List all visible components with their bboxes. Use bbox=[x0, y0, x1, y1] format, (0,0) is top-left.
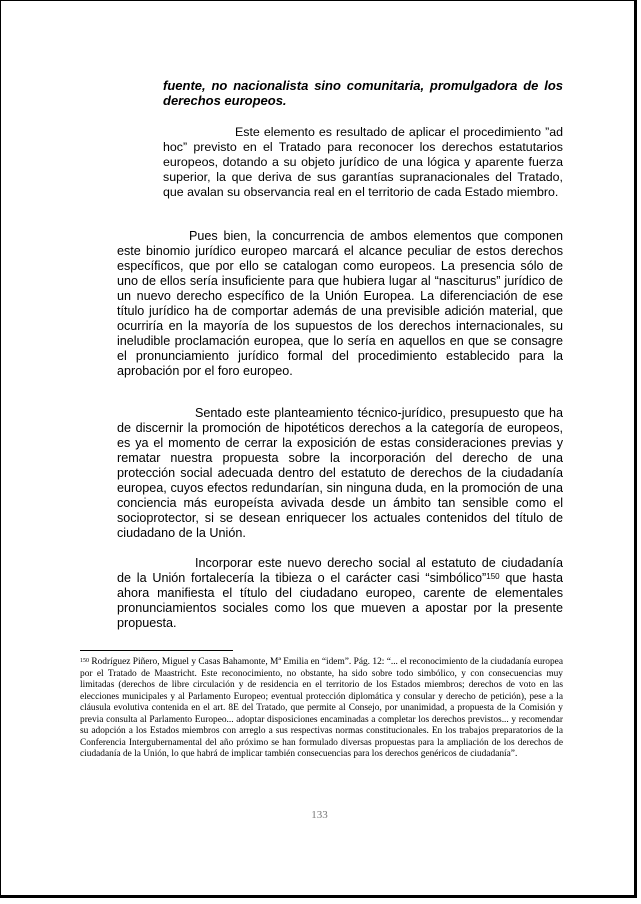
body-paragraph-2: Sentado este planteamiento técnico-jurídico, presupuesto que ha de discernir la promoción de hipotéticos derechos a la categoría de europeos, es ya el momento de cerrar la exposición de estas consideraciones previas y rematar nuestra propuesta sobre la incorporación del derecho de una protección social adecuada dentro del estatuto de derechos de la ciudadanía europea, cuyos efectos redundarían, sin ninguna duda, en la promoción de una conciencia más europeísta avivada desde un ámbito tan sensible como el socioprotector, si se desean enriquecer los actuales contenidos del título de ciudadano de la Unión. bbox=[117, 406, 563, 540]
page-number: 133 bbox=[311, 809, 328, 821]
footnote-separator bbox=[80, 650, 233, 651]
body-paragraph-3 bbox=[117, 556, 563, 631]
paragraph-text-after-note: que hasta ahora manifiesta el título del ciudadano europeo, carente de elementales pronunciamientos sociales como los que mueven a apostar por la presente propuesta. bbox=[117, 571, 563, 630]
footnote-number: 150 bbox=[80, 658, 89, 664]
body-paragraph-1: Pues bien, la concurrencia de ambos elementos que componen este binomio jurídico europeo marcará el alcance peculiar de estos derechos específicos, que por ello se catalogan como europeos. La presencia sólo de uno de ellos sería insuficiente para que hubiera lugar al “nasciturus” jurídico de un nuevo derecho específico de la Unión Europea. La diferenciación de ese título jurídico ha de comportar además de una previsible adición material, que ocurriría en la mayoría de los supuestos de los derechos internacionales, su ineludible proclamación europea, que lo sería en aquellos en que se consagre el pronunciamiento jurídico formal del procedimiento establecido para la aprobación por el foro europeo. bbox=[117, 229, 563, 378]
paragraph-text-before-note: Incorporar este nuevo derecho social al estatuto de ciudadanía de la Unión fortalecería la tibieza o el carácter casi “simbólico” bbox=[117, 556, 563, 585]
footnote bbox=[80, 657, 563, 761]
footnote-reference[interactable]: 150 bbox=[486, 572, 500, 581]
lead-text: fuente, no nacionalista sino comunitaria, promulgadora de los derechos europeos. bbox=[163, 78, 563, 108]
footnote-text: Rodríguez Piñero, Miguel y Casas Bahamonte, Mª Emilia en “idem”. Pág. 12: “... el reconocimiento de la ciudadanía europea por el Tratado de Maastricht. Este reconocimiento, no obstante, ha sido sobre todo simbólico, y con consecuencias muy limitadas (derechos de libre circulación y de residencia en el territorio de los Estados miembros; derechos de voto en las elecciones municipales y al Parlamento Europeo; eventual protección diplomática y consular y derecho de petición), pese a la cláusula evolutiva contenida en el art. 8E del Tratado, que permite al Consejo, por unanimidad, a propuesta de la Comisión y previa consulta al Parlamento Europeo... adoptar disposiciones encaminadas a completar los derechos previstos... y recomendar su adopción a los Estados miembros con arreglo a sus respectivas normas constitucionales. En los trabajos preparatorios de la Conferencia Intergubernamental del año próximo se han formulado diversas propuestas para la ampliación de los derechos de ciudadanía de la Unión, lo que habrá de implicar también consecuencias para los derechos genéricos de ciudadanía”. bbox=[80, 657, 563, 759]
quoted-paragraph: Este elemento es resultado de aplicar el procedimiento ”ad hoc” previsto en el Tratado para reconocer los derechos estatutarios europeos, dotando a su objeto jurídico de una lógica y aparente fuerza superior, la que deriva de sus garantías supranacionales del Tratado, que avalan su observancia real en el territorio de cada Estado miembro. bbox=[163, 125, 563, 199]
